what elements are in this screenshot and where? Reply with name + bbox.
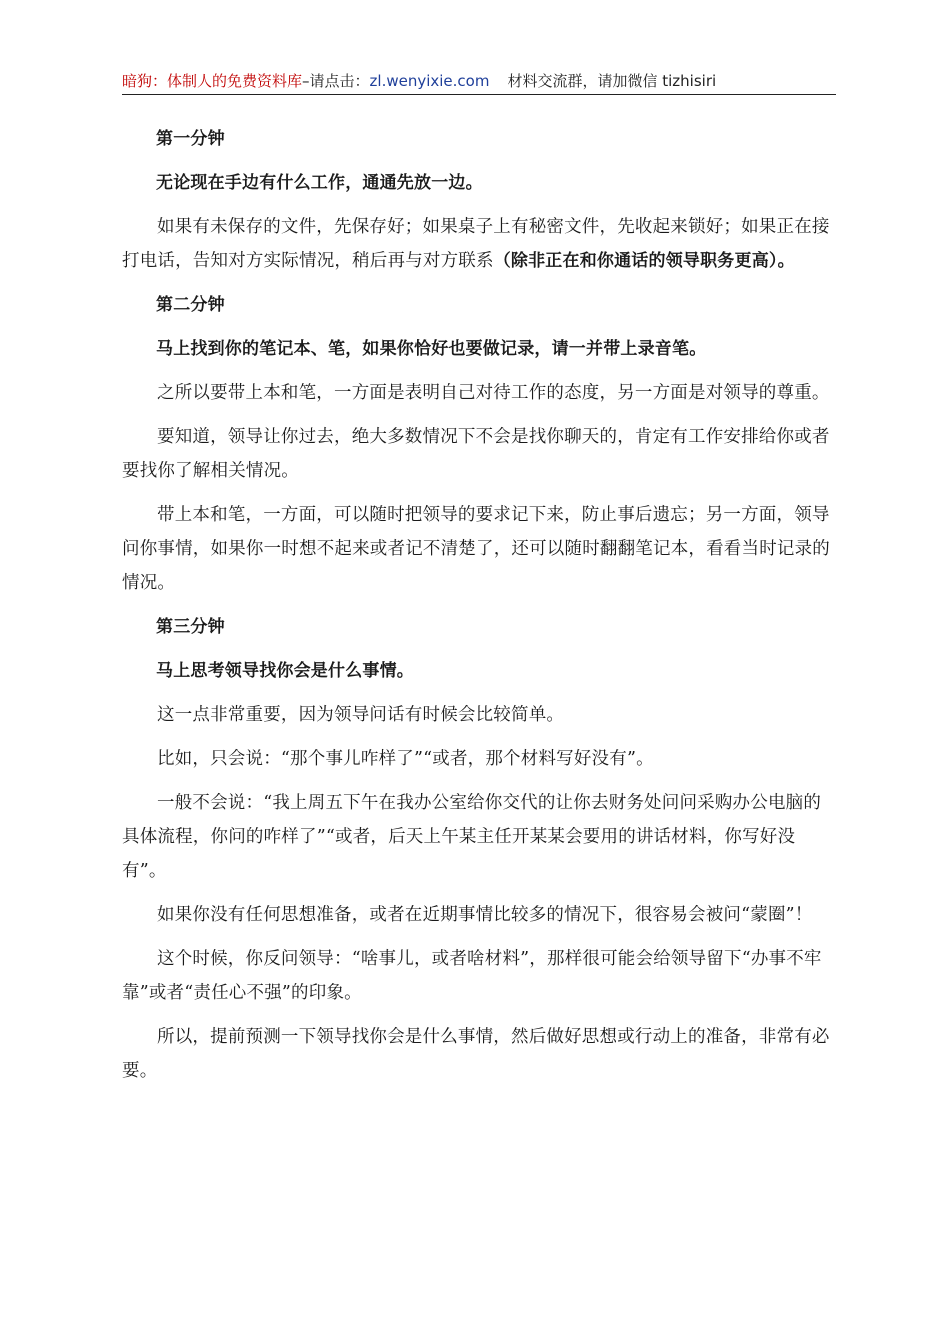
- section-lead-2: 马上找到你的笔记本、笔，如果你恰好也要做记录，请一并带上录音笔。: [156, 339, 707, 359]
- paragraph: 要知道，领导让你过去，绝大多数情况下不会是找你聊天的，肯定有工作安排给你或者要找你了解相关情况。: [122, 427, 830, 481]
- paragraph: 比如，只会说：“那个事儿咋样了”“或者，那个材料写好没有”。: [157, 749, 654, 769]
- paragraph-text: 如果有未保存的文件，先保存好；如果桌子上有秘密文件，先收起来锁好；如果正在接打电话，告知对方实际情况，稍后再与对方联系: [122, 217, 830, 271]
- page-header: [122, 70, 836, 95]
- document-body: [122, 122, 836, 1098]
- paragraph: 这个时候，你反问领导：“啥事儿，或者啥材料”，那样很可能会给领导留下“办事不牢靠”或者“责任心不强”的印象。: [122, 949, 822, 1003]
- header-site-name: 暗狗：体制人的免费资料库: [122, 72, 303, 90]
- paragraph: 如果你没有任何思想准备，或者在近期事情比较多的情况下，很容易会被问“蒙圈”！: [157, 905, 813, 925]
- section-lead-3: 马上思考领导找你会是什么事情。: [156, 661, 414, 681]
- section-lead-1: 无论现在手边有什么工作，通通先放一边。: [156, 173, 483, 193]
- paragraph: 之所以要带上本和笔，一方面是表明自己对待工作的态度，另一方面是对领导的尊重。: [157, 383, 830, 403]
- section-heading-3: 第三分钟: [156, 617, 225, 637]
- paragraph: 一般不会说：“我上周五下午在我办公室给你交代的让你去财务处问问采购办公电脑的具体流程，你问的咋样了”“或者，后天上午某主任开某某会要用的讲话材料，你写好没有”。: [122, 793, 822, 881]
- paragraph: 这一点非常重要，因为领导问话有时候会比较简单。: [157, 705, 565, 725]
- paragraph: [122, 210, 836, 278]
- section-heading-1: 第一分钟: [156, 129, 225, 149]
- header-url-link[interactable]: zl.wenyixie.com: [369, 72, 490, 90]
- paragraph-bold-text: （除非正在和你通话的领导职务更高）。: [493, 251, 795, 271]
- header-wechat-note: 材料交流群，请加微信 tizhisiri: [507, 72, 717, 90]
- paragraph: 带上本和笔，一方面，可以随时把领导的要求记下来，防止事后遗忘；另一方面，领导问你事情，如果你一时想不起来或者记不清楚了，还可以随时翻翻笔记本，看看当时记录的情况。: [122, 505, 830, 593]
- header-prompt: –请点击：: [302, 72, 370, 90]
- paragraph: 所以，提前预测一下领导找你会是什么事情，然后做好思想或行动上的准备，非常有必要。: [122, 1027, 830, 1081]
- section-heading-2: 第二分钟: [156, 295, 225, 315]
